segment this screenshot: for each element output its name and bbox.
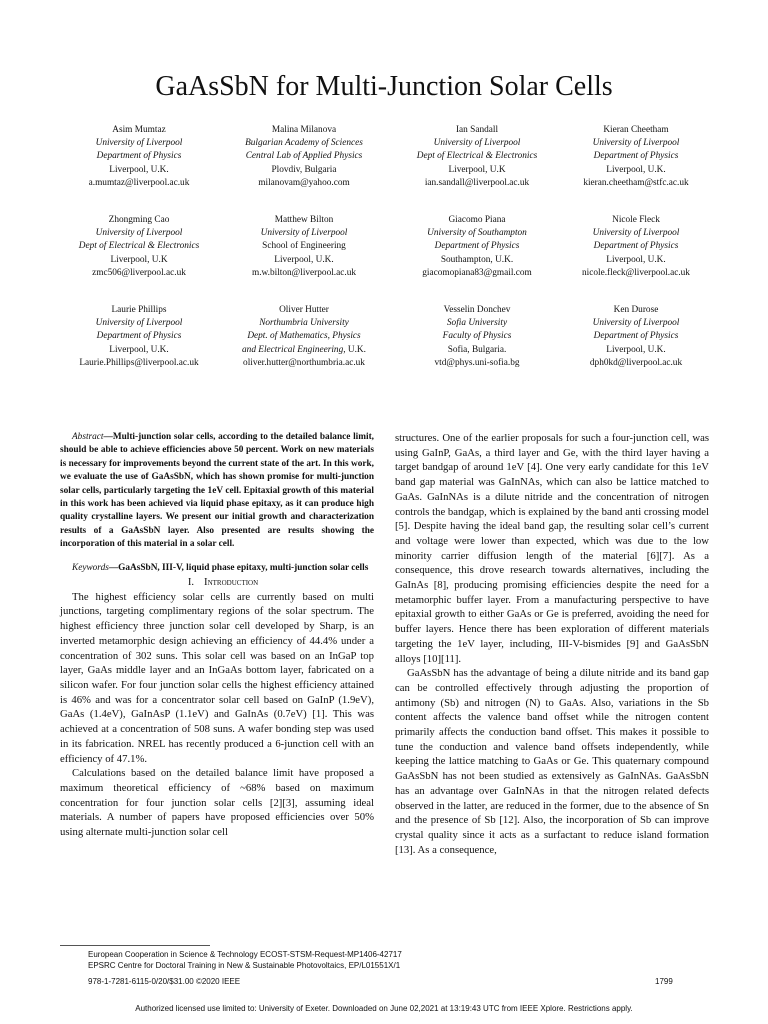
author-affiliation: University of Liverpool (95, 228, 183, 239)
author-affiliation: University of Liverpool (95, 138, 183, 149)
author (60, 214, 218, 304)
author-email: vtd@phys.uni-sofia.bg (434, 357, 520, 368)
author-city: Southampton, U.K. (440, 254, 514, 265)
author-department-line2: and Electrical Engineering, U.K. (242, 344, 366, 355)
author-email: Laurie.Phillips@liverpool.ac.uk (79, 357, 199, 368)
author-name: Matthew Bilton (274, 215, 334, 225)
author-name: Kieran Cheetham (603, 125, 669, 135)
author-affiliation: Bulgarian Academy of Sciences (245, 138, 363, 149)
author-name: Ken Durose (613, 305, 659, 315)
footnotes (88, 950, 402, 971)
author-email: kieran.cheetham@stfc.ac.uk (583, 177, 689, 188)
author-row (60, 304, 708, 394)
author-affiliation: University of Liverpool (592, 138, 680, 149)
author-city: Liverpool, U.K. (109, 164, 169, 175)
author-email: giacomopiana83@gmail.com (422, 267, 532, 278)
author-email: milanovam@yahoo.com (258, 177, 350, 188)
author-department: Department of Physics (593, 151, 679, 162)
author-email: m.w.bilton@liverpool.ac.uk (251, 267, 356, 278)
footnote: European Cooperation in Science & Technology ECOST-STSM-Request-MP1406-42717 (88, 950, 402, 959)
author-row (60, 124, 708, 214)
author-department: Faculty of Physics (442, 331, 512, 342)
author (390, 124, 564, 214)
author-name: Zhongming Cao (108, 215, 170, 225)
author-row (60, 214, 708, 304)
body-paragraph: structures. One of the earlier proposals for such a four-junction cell, was using GaInP, GaAs, a third layer and Ge, with the third layer having a target bandgap of around 1eV [4]. One very early candidate for this 1eV band gap material was GaInNAs, which can also be lattice matched to GaAs. GaInNAs is a dilute nitride and the concentration of nitrogen controls the bandgap, which is explained by the band anti crossing model [5]. Despite having the ideal band gap, the resulting solar cell’s current and voltage were lower than expected, which was due to the low minority carrier diffusion length of the material [6][7]. As a consequence, this drove research towards alternatives, including the GaInAs [8], producing promising efficiencies despite the need for a metamorphic buffer layer. From a manufacturing perspective to have epitaxial growth to either GaAs or Ge is preferred, avoiding the need for buffer layers. Hence there has been exploration of different materials targeting the 1eV layer, including, III-V-bismides [9] and GaAsSbN alloys [10][11]. (395, 432, 709, 665)
author-city: Liverpool, U.K (110, 254, 168, 265)
author (390, 304, 564, 394)
author-city: Liverpool, U.K. (606, 344, 666, 355)
author (564, 304, 708, 394)
author-department: Dept of Electrical & Electronics (416, 151, 538, 162)
author-email: a.mumtaz@liverpool.ac.uk (88, 177, 190, 188)
author-city: Liverpool, U.K. (606, 164, 666, 175)
author-email: nicole.fleck@liverpool.ac.uk (582, 267, 690, 278)
body-paragraph: Calculations based on the detailed balance limit have proposed a maximum theoretical efficiency of ~68% based on maximum concentration for four junction solar cells [2][3], assuming ideal materials. A number of papers have proposed efficiencies over 50% using alternate multi-junction solar cell (60, 767, 374, 839)
author-name: Ian Sandall (455, 125, 499, 135)
author-department: Department of Physics (593, 241, 679, 252)
author-affiliation: University of Liverpool (592, 228, 680, 239)
author-name: Oliver Hutter (279, 305, 329, 315)
author-department: Department of Physics (96, 151, 182, 162)
author (60, 124, 218, 214)
author-department: Department of Physics (593, 331, 679, 342)
footnote-rule (60, 945, 210, 946)
body-paragraph: The highest efficiency solar cells are currently based on multi junctions, targeting complimentary regions of the solar spectrum. The highest efficiency three junction solar cell developed by Sharp, is an inverted metamorphic design achieving an efficiency of 44.4% under a concentration of 302 suns. This solar cell was based on an InGaP top layer, GaAs middle layer and an InGaAs bottom layer, fabricated on a silicon wafer. For four junction solar cells the highest efficiency attained is 46% and was for a concentrator solar cell based on GaInP (1.9eV), GaAs (1.4eV), GaInAsP (1.1eV) and GaInAs (0.7eV) [1]. This was achieved at a concentration of 508 suns. A wafer bonding step was used in its fabrication. NREL has recently produced a 6-junction cell with an efficiency of 47.1%. (60, 590, 374, 765)
author-city: Plovdiv, Bulgaria (271, 164, 337, 175)
author (564, 124, 708, 214)
paper-title: GaAsSbN for Multi-Junction Solar Cells (155, 71, 613, 102)
author-name: Giacomo Piana (448, 215, 506, 225)
author-department: Department of Physics (96, 331, 182, 342)
author (218, 304, 390, 394)
author (564, 214, 708, 304)
body-paragraph: GaAsSbN has the advantage of being a dilute nitride and its band gap can be controlled effectively through adjusting the proportion of antimony (Sb) and nitrogen (N) to GaAs. Also, variations in the Sb content affects the valence band offset while the nitrogen content primarily affects the conduction band offset. This makes it possible to tune the conduction and valence band offsets independently, while keeping the lattice matching to GaAs or Ge. This quaternary compound GaAsSbN has not been studied as extensively as GaInNAs. GaAsSbN has an advantage over GaInNAs in that the nitrogen related defects observed in the latter, are reduced in the former, due to the absence of Sn and the presence of Sb [12]. Also, the incorporation of Sb can improve crystal quality since it acts as a surfactant to reduce island formation [13]. As a consequence, (395, 667, 709, 856)
author (390, 214, 564, 304)
author (218, 124, 390, 214)
author-affiliation: University of Liverpool (260, 228, 348, 239)
author-department: Dept. of Mathematics, Physics (247, 331, 361, 342)
footnote: EPSRC Centre for Doctoral Training in New & Sustainable Photovoltaics, EP/L01551X/1 (88, 960, 401, 970)
author-affiliation: Northumbria University (259, 318, 349, 329)
author (60, 304, 218, 394)
author-name: Nicole Fleck (612, 215, 660, 225)
author-affiliation: Sofia University (446, 318, 508, 329)
author-city: Sofia, Bulgaria. (447, 344, 507, 355)
right-column (395, 431, 709, 857)
author-email: ian.sandall@liverpool.ac.uk (424, 177, 530, 188)
left-column (60, 431, 374, 840)
author-department: Central Lab of Applied Physics (245, 151, 363, 162)
author-block (60, 124, 708, 394)
section-heading: I. Introduction (187, 576, 259, 589)
author-name: Malina Milanova (271, 125, 337, 135)
author-email: oliver.hutter@northumbria.ac.uk (243, 357, 365, 368)
author-city: Liverpool, U.K. (606, 254, 666, 265)
author-name: Asim Mumtaz (112, 125, 166, 135)
author-affiliation: University of Liverpool (95, 318, 183, 329)
author (218, 214, 390, 304)
author-city: Liverpool, U.K. (274, 254, 334, 265)
author-affiliation: University of Liverpool (433, 138, 521, 149)
author-department: School of Engineering (262, 241, 346, 252)
author-city: Liverpool, U.K (448, 164, 506, 175)
keywords: Keywords—GaAsSbN, III-V, liquid phase epitaxy, multi-junction solar cells (72, 562, 369, 573)
author-name: Vesselin Donchev (443, 305, 511, 315)
author-department: Dept of Electrical & Electronics (78, 241, 200, 252)
author-department: Department of Physics (434, 241, 520, 252)
author-affiliation: University of Liverpool (592, 318, 680, 329)
license-notice: Authorized licensed use limited to: University of Exeter. Downloaded on June 02,2021 at 13:19:43 UTC from IEEE Xplore. Restrictions apply. (135, 1004, 633, 1013)
abstract: Abstract—Multi-junction solar cells, according to the detailed balance limit, should be able to achieve efficiencies above 50 percent. Work on new materials is necessary for improvements beyond the current state of the art. In this work, we evaluate the use of GaAsSbN, which has shown promise for multi-junction solar cells, particularly targeting the 1eV cell. Epitaxial growth of this material in this work has been achieved via liquid phase epitaxy, as it can produce high quality crystalline layers. We present our initial growth and characterization results of a GaAsSbN layer. Also presented are results showing the incorporation of this material in a solar cell. (60, 432, 374, 550)
author-email: dph0kd@liverpool.ac.uk (589, 357, 683, 368)
author-city: Liverpool, U.K. (109, 344, 169, 355)
page-number: 1799 (655, 977, 673, 986)
author-name: Laurie Phillips (111, 305, 167, 315)
isbn-line: 978-1-7281-6115-0/20/$31.00 ©2020 IEEE (88, 977, 241, 986)
author-affiliation: University of Southampton (427, 228, 527, 239)
author-email: zmc506@liverpool.ac.uk (92, 267, 186, 278)
